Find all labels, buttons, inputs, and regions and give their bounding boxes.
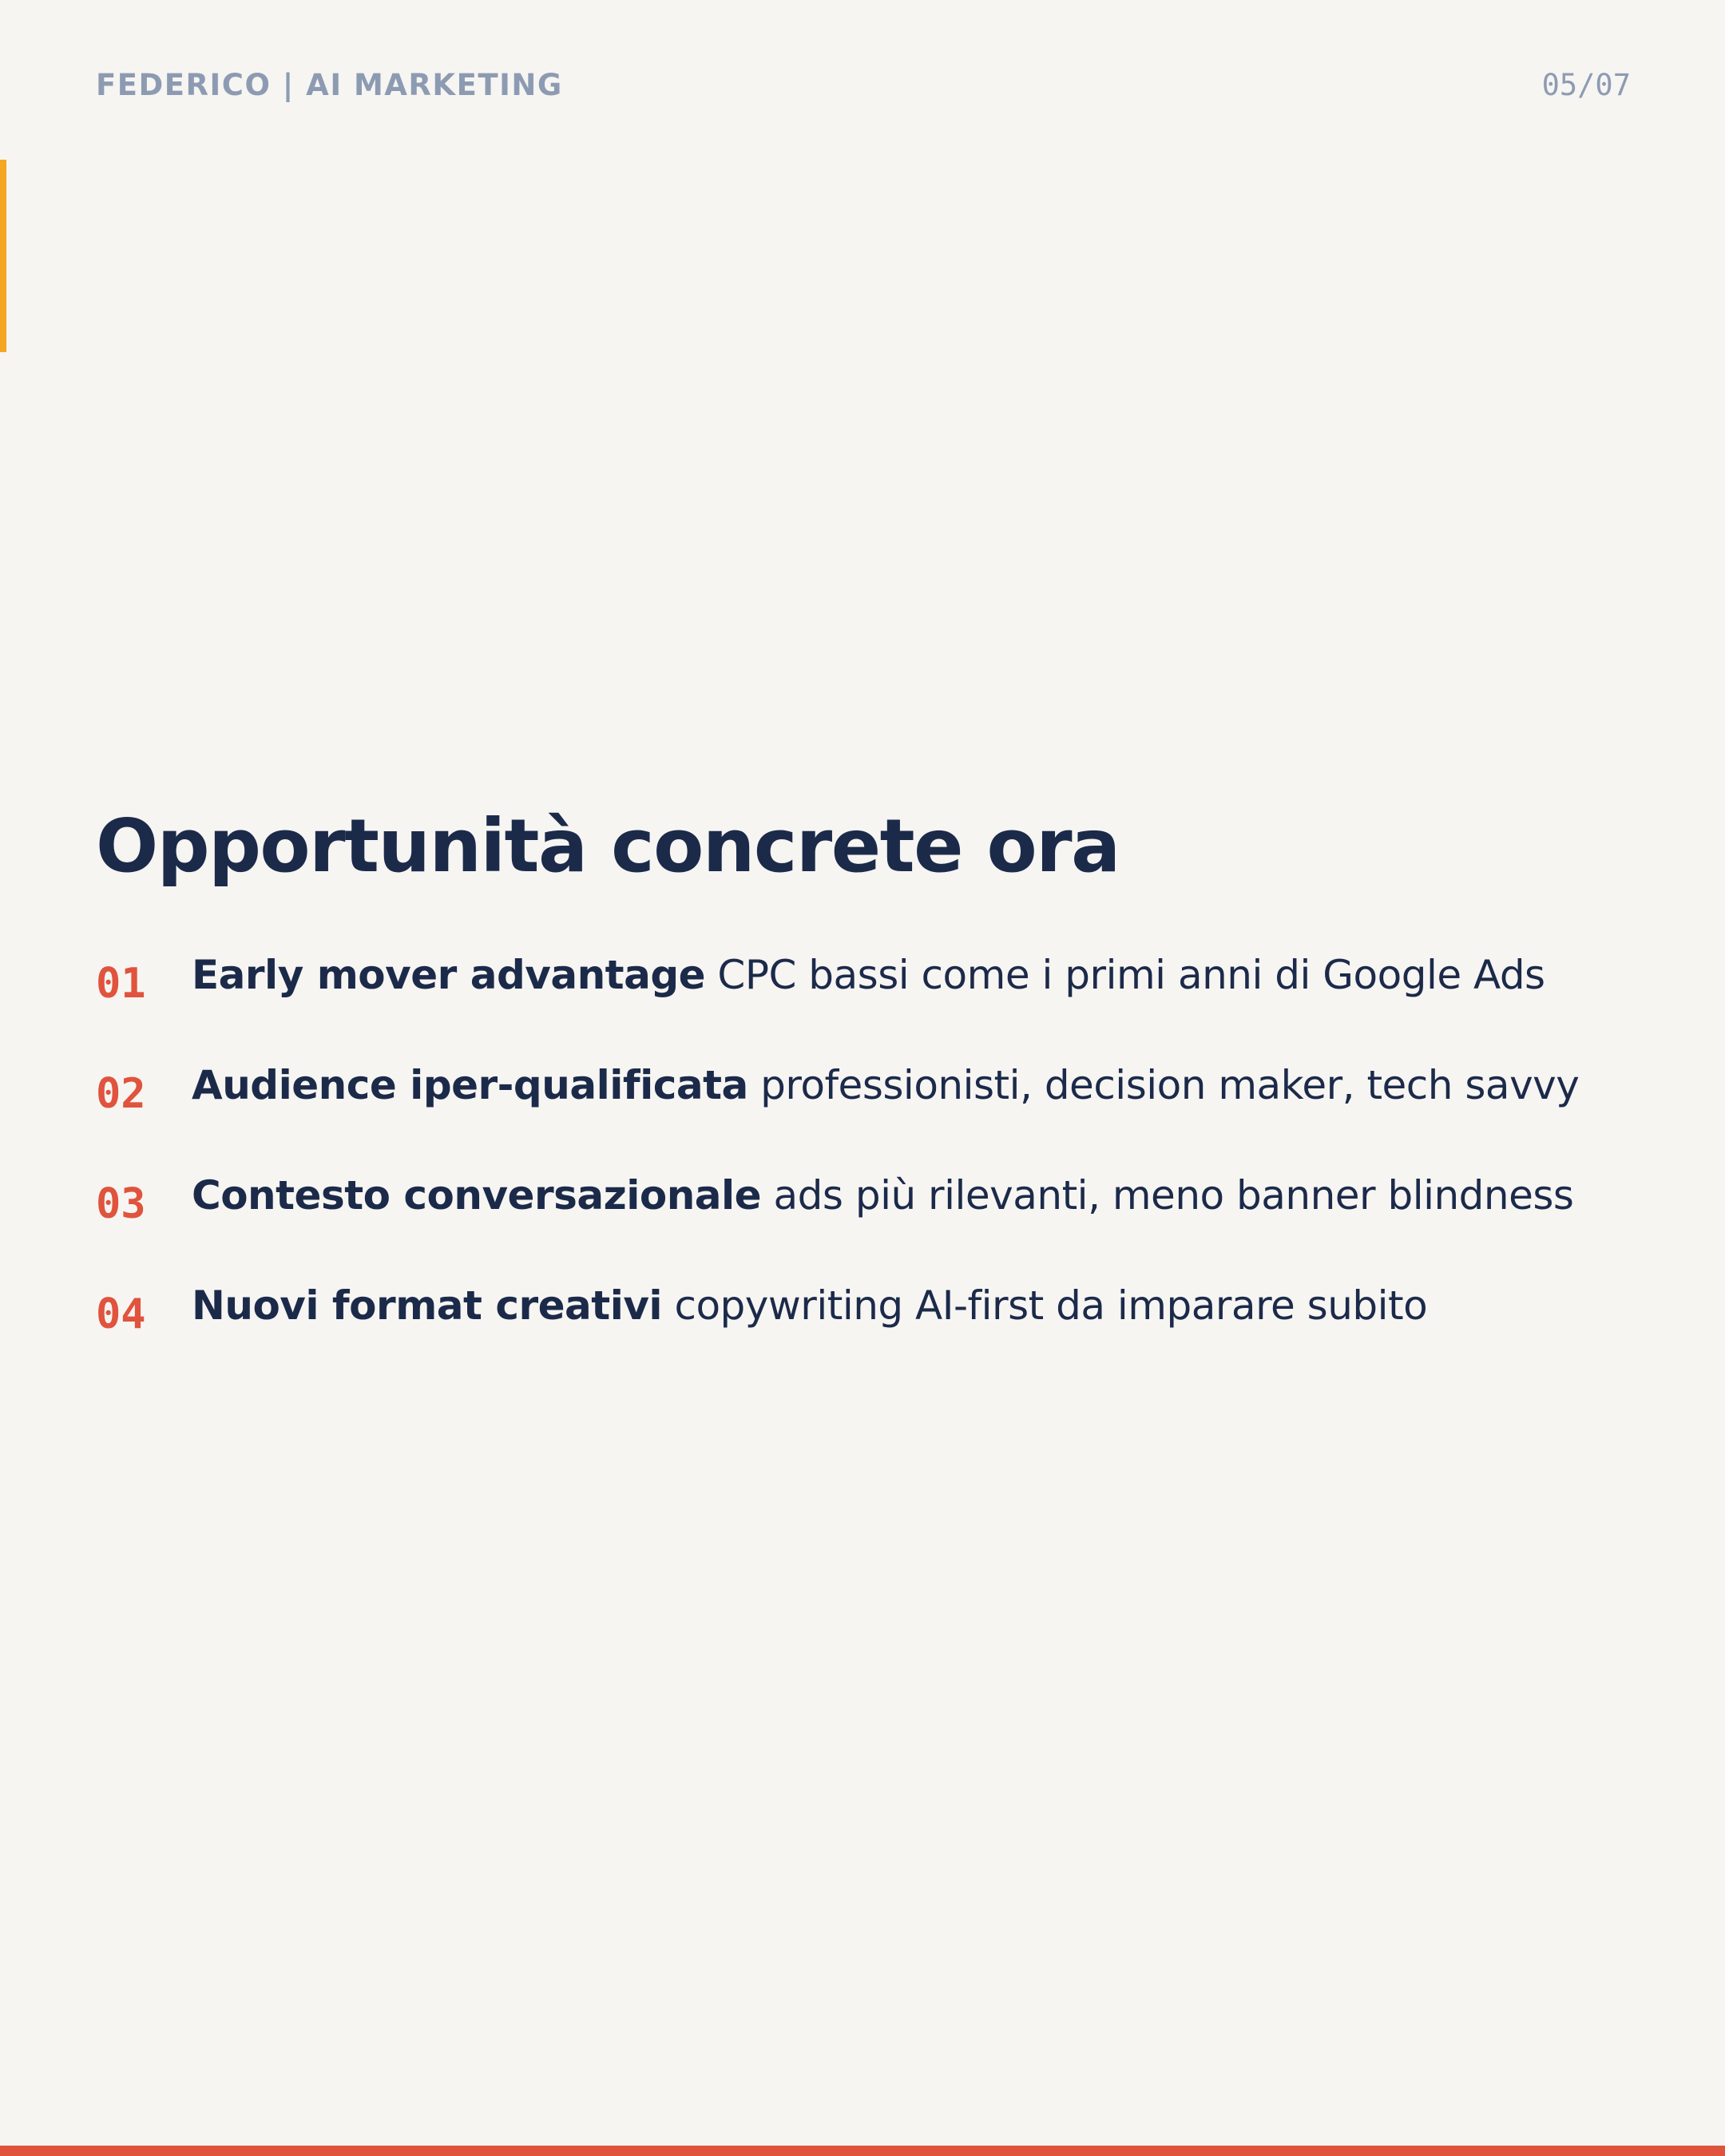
list-item bbox=[96, 1057, 1661, 1167]
item-text bbox=[192, 1278, 1427, 1334]
list-item bbox=[96, 947, 1661, 1057]
item-number: 03 bbox=[96, 1180, 146, 1228]
page-number: 05/07 bbox=[1541, 68, 1631, 102]
item-highlight: Audience iper-qualificata bbox=[192, 1062, 748, 1108]
item-text bbox=[192, 947, 1545, 1003]
item-text bbox=[192, 1057, 1579, 1113]
item-text bbox=[192, 1167, 1573, 1223]
header-brand: FEDERICO | AI MARKETING bbox=[96, 68, 563, 102]
item-description: CPC bassi come i primi anni di Google Ads bbox=[717, 952, 1545, 998]
opportunity-list bbox=[96, 947, 1661, 1388]
item-highlight: Contesto conversazionale bbox=[192, 1172, 762, 1219]
list-item bbox=[96, 1167, 1661, 1278]
item-number: 01 bbox=[96, 960, 146, 1008]
slide-title: Opportunità concrete ora bbox=[96, 803, 1120, 889]
item-description: copywriting AI-first da imparare subito bbox=[674, 1282, 1428, 1329]
item-highlight: Early mover advantage bbox=[192, 952, 706, 998]
item-description: ads più rilevanti, meno banner blindness bbox=[773, 1172, 1574, 1219]
bottom-accent-bar bbox=[0, 2146, 1725, 2156]
item-description: professionisti, decision maker, tech savvy bbox=[760, 1062, 1580, 1108]
item-number: 02 bbox=[96, 1070, 146, 1118]
item-highlight: Nuovi format creativi bbox=[192, 1282, 663, 1329]
item-number: 04 bbox=[96, 1290, 146, 1338]
side-accent-bar bbox=[0, 160, 6, 352]
list-item bbox=[96, 1278, 1661, 1388]
